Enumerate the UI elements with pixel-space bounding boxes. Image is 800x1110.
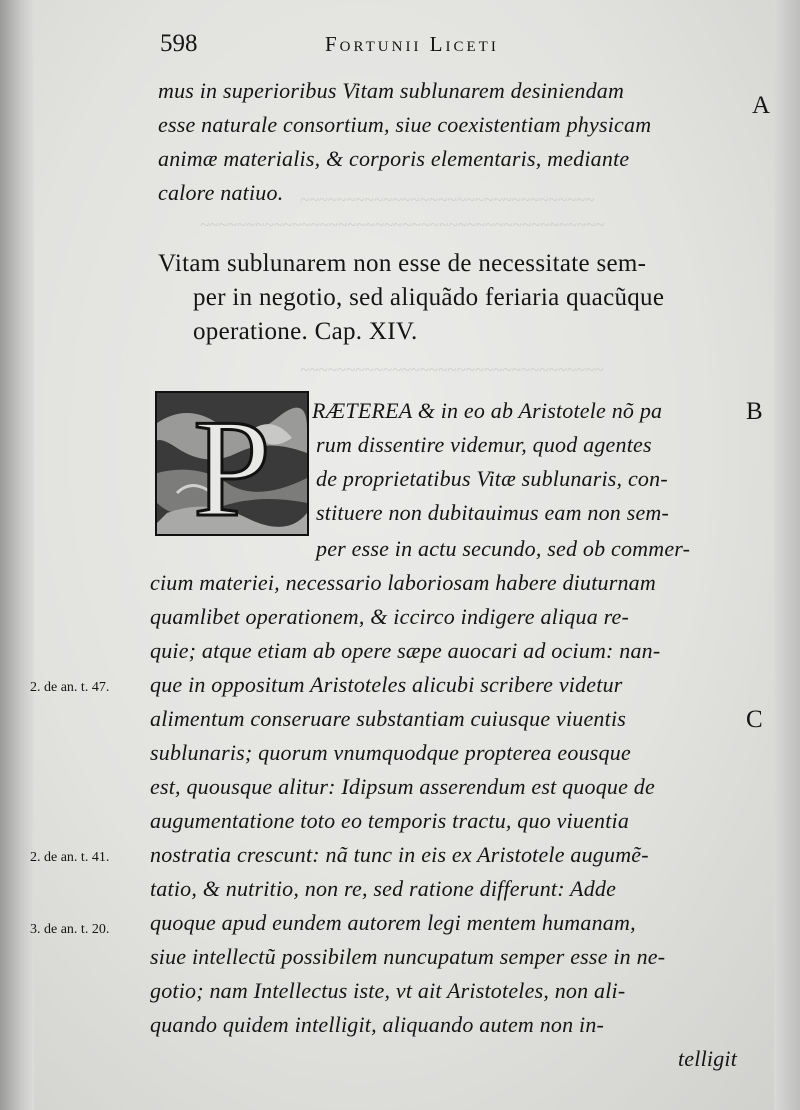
text-line: mus in superioribus Vitam sublunarem desiniendam	[158, 78, 625, 103]
text-line: sublunaris; quorum vnumquodque propterea eousque	[150, 740, 631, 765]
text-line: augumentatione toto eo temporis tractu, quo viuentia	[150, 808, 630, 833]
text-line: tatio, & nutritio, non re, sed ratione differunt: Adde	[150, 876, 617, 901]
page-edge	[774, 0, 800, 1110]
page-gutter-shadow	[0, 0, 34, 1110]
bleed-through-text: ~~~~~~~~~~~~~~~~~~~~~~~~~~~~~~~~~	[300, 360, 604, 379]
bleed-through-text: ~~~~~~~~~~~~~~~~~~~~~~~~~~~~~~~~	[300, 190, 595, 209]
bleed-through-text: ~~~~~~~~~~~~~~~~~~~~~~~~~~~~~~~~~~~~~~~~~~~~	[200, 215, 605, 234]
text-line: cium materiei, necessario laboriosam habere diuturnam	[150, 570, 656, 595]
text-line: quamlibet operationem, & iccirco indigere aliqua re-	[150, 604, 630, 629]
text-line: calore natiuo.	[158, 180, 284, 205]
side-note: 2. de an. t. 41.	[30, 850, 110, 865]
initial-letter-glyph: P	[193, 393, 271, 534]
text-line: alimentum conseruare substantiam cuiusque viuentis	[150, 706, 627, 731]
margin-letter: C	[746, 706, 763, 733]
text-line: quoque apud eundem autorem legi mentem humanam,	[150, 910, 636, 935]
woodcut-initial-illustration	[157, 393, 307, 534]
text-line: que in oppositum Aristoteles alicubi scribere videtur	[150, 672, 623, 697]
text-line: animæ materialis, & corporis elementaris, mediante	[158, 146, 630, 171]
chapter-heading-line: Vitam sublunarem non esse de necessitate sem-	[158, 250, 647, 277]
margin-letter: B	[746, 398, 763, 425]
text-line: gotio; nam Intellectus iste, vt ait Aristoteles, non ali-	[150, 978, 626, 1003]
text-line: quando quidem intelligit, aliquando autem non in-	[150, 1012, 605, 1037]
text-line: RÆTEREA & in eo ab Aristotele nõ pa	[312, 398, 663, 423]
text-line: est, quousque alitur: Idipsum asserendum est quoque de	[150, 774, 655, 799]
text-line: quie; atque etiam ab opere sæpe auocari ad ocium: nan-	[150, 638, 661, 663]
running-header	[160, 30, 600, 58]
side-note: 3. de an. t. 20.	[30, 922, 110, 937]
text-line: esse naturale consortium, siue coexistentiam physicam	[158, 112, 652, 137]
running-title: Fortunii Liceti	[325, 32, 499, 56]
text-line: siue intellectũ possibilem nuncupatum semper esse in ne-	[150, 944, 666, 969]
text-line: rum dissentire videmur, quod agentes	[316, 432, 652, 457]
margin-letter: A	[752, 92, 771, 119]
text-line: telligit	[678, 1046, 738, 1071]
side-note: 2. de an. t. 47.	[30, 680, 110, 695]
page-number: 598	[160, 30, 198, 57]
chapter-heading-line: operatione. Cap. XIV.	[193, 318, 418, 345]
chapter-heading-line: per in negotio, sed aliquãdo feriaria quacũque	[193, 284, 665, 311]
text-line: nostratia crescunt: nã tunc in eis ex Aristotele augumẽ-	[150, 842, 649, 867]
text-line: stituere non dubitauimus eam non sem-	[316, 500, 670, 525]
text-line: per esse in actu secundo, sed ob commer-	[316, 536, 691, 561]
text-line: de proprietatibus Vitæ sublunaris, con-	[316, 466, 668, 491]
decorated-initial-letter	[155, 391, 309, 536]
